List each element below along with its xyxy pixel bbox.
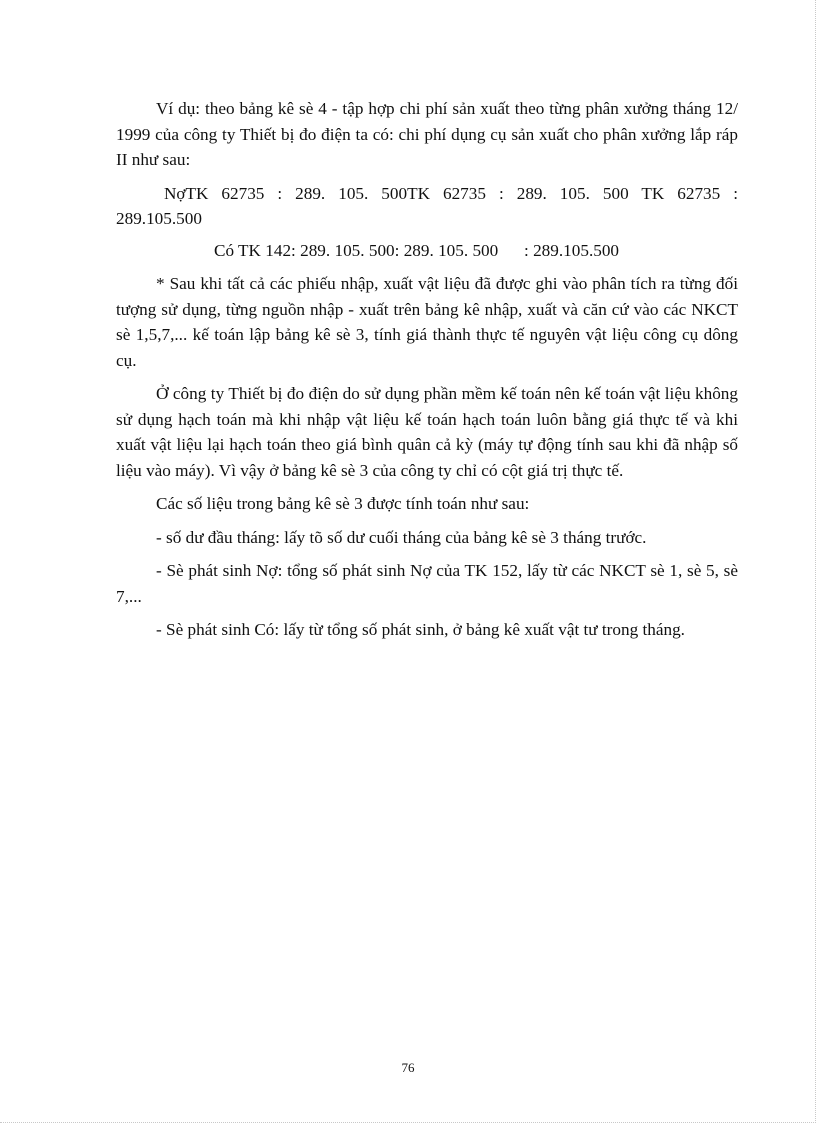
list-item-credit-arising: - Sè phát sinh Có: lấy từ tổng số phát sinh, ở bảng kê xuất vật tư trong tháng. [156,620,685,639]
paragraph-calculation-intro: Các số liệu trong bảng kê sè 3 được tính toán như sau: [156,494,530,513]
journal-entry-debit-continuation: 289.105.500 [116,209,202,228]
document-body [116,96,738,651]
journal-entry-debit-line: NợTK 62735 : 289. 105. 500TK 62735 : 289. 105. 500 TK 62735 : [164,183,738,203]
page-number: 76 [401,1060,415,1075]
paragraph-example: Ví dụ: theo bảng kê sè 4 - tập hợp chi phí sản xuất theo từng phân xưởng tháng 12/ 1999 của công ty Thiết bị đo điện ta có: chi phí dụng cụ sản xuất cho phân xưởng lắp ráp II như sau: [116,99,738,169]
list-item-debit-arising: - Sè phát sinh Nợ: tổng số phát sinh Nợ của TK 152, lấy từ các NKCT sè 1, sè 5, sè 7,... [116,561,738,606]
paragraph-company-practice: Ở công ty Thiết bị đo điện do sử dụng phần mềm kế toán nên kế toán vật liệu không sử dụng hạch toán mà khi nhập vật liệu kế toán hạch toán luôn bằng giá thực tế và khi xuất vật liệu lại hạch toán theo giá bình quân cả kỳ (máy tự động tính sau khi đã nhập số liệu vào máy). Vì vậy ở bảng kê sè 3 của công ty chỉ có cột giá trị thực tế. [116,384,738,480]
paragraph-summary-procedure: * Sau khi tất cả các phiếu nhập, xuất vật liệu đã được ghi vào phân tích ra từng đối tượng sử dụng, từng nguồn nhập - xuất trên bảng kê nhập, xuất và căn cứ vào các NKCT sè 1,5,7,... kế toán lập bảng kê sè 3, tính giá thành thực tế nguyên vật liệu công cụ dông cụ. [116,274,738,370]
journal-entry-credit: Có TK 142: 289. 105. 500: 289. 105. 500 : 289.105.500 [214,240,620,260]
journal-entry-debit [116,181,738,232]
list-item-opening-balance: - số dư đầu tháng: lấy tõ số dư cuối tháng của bảng kê sè 3 tháng trước. [156,527,647,547]
